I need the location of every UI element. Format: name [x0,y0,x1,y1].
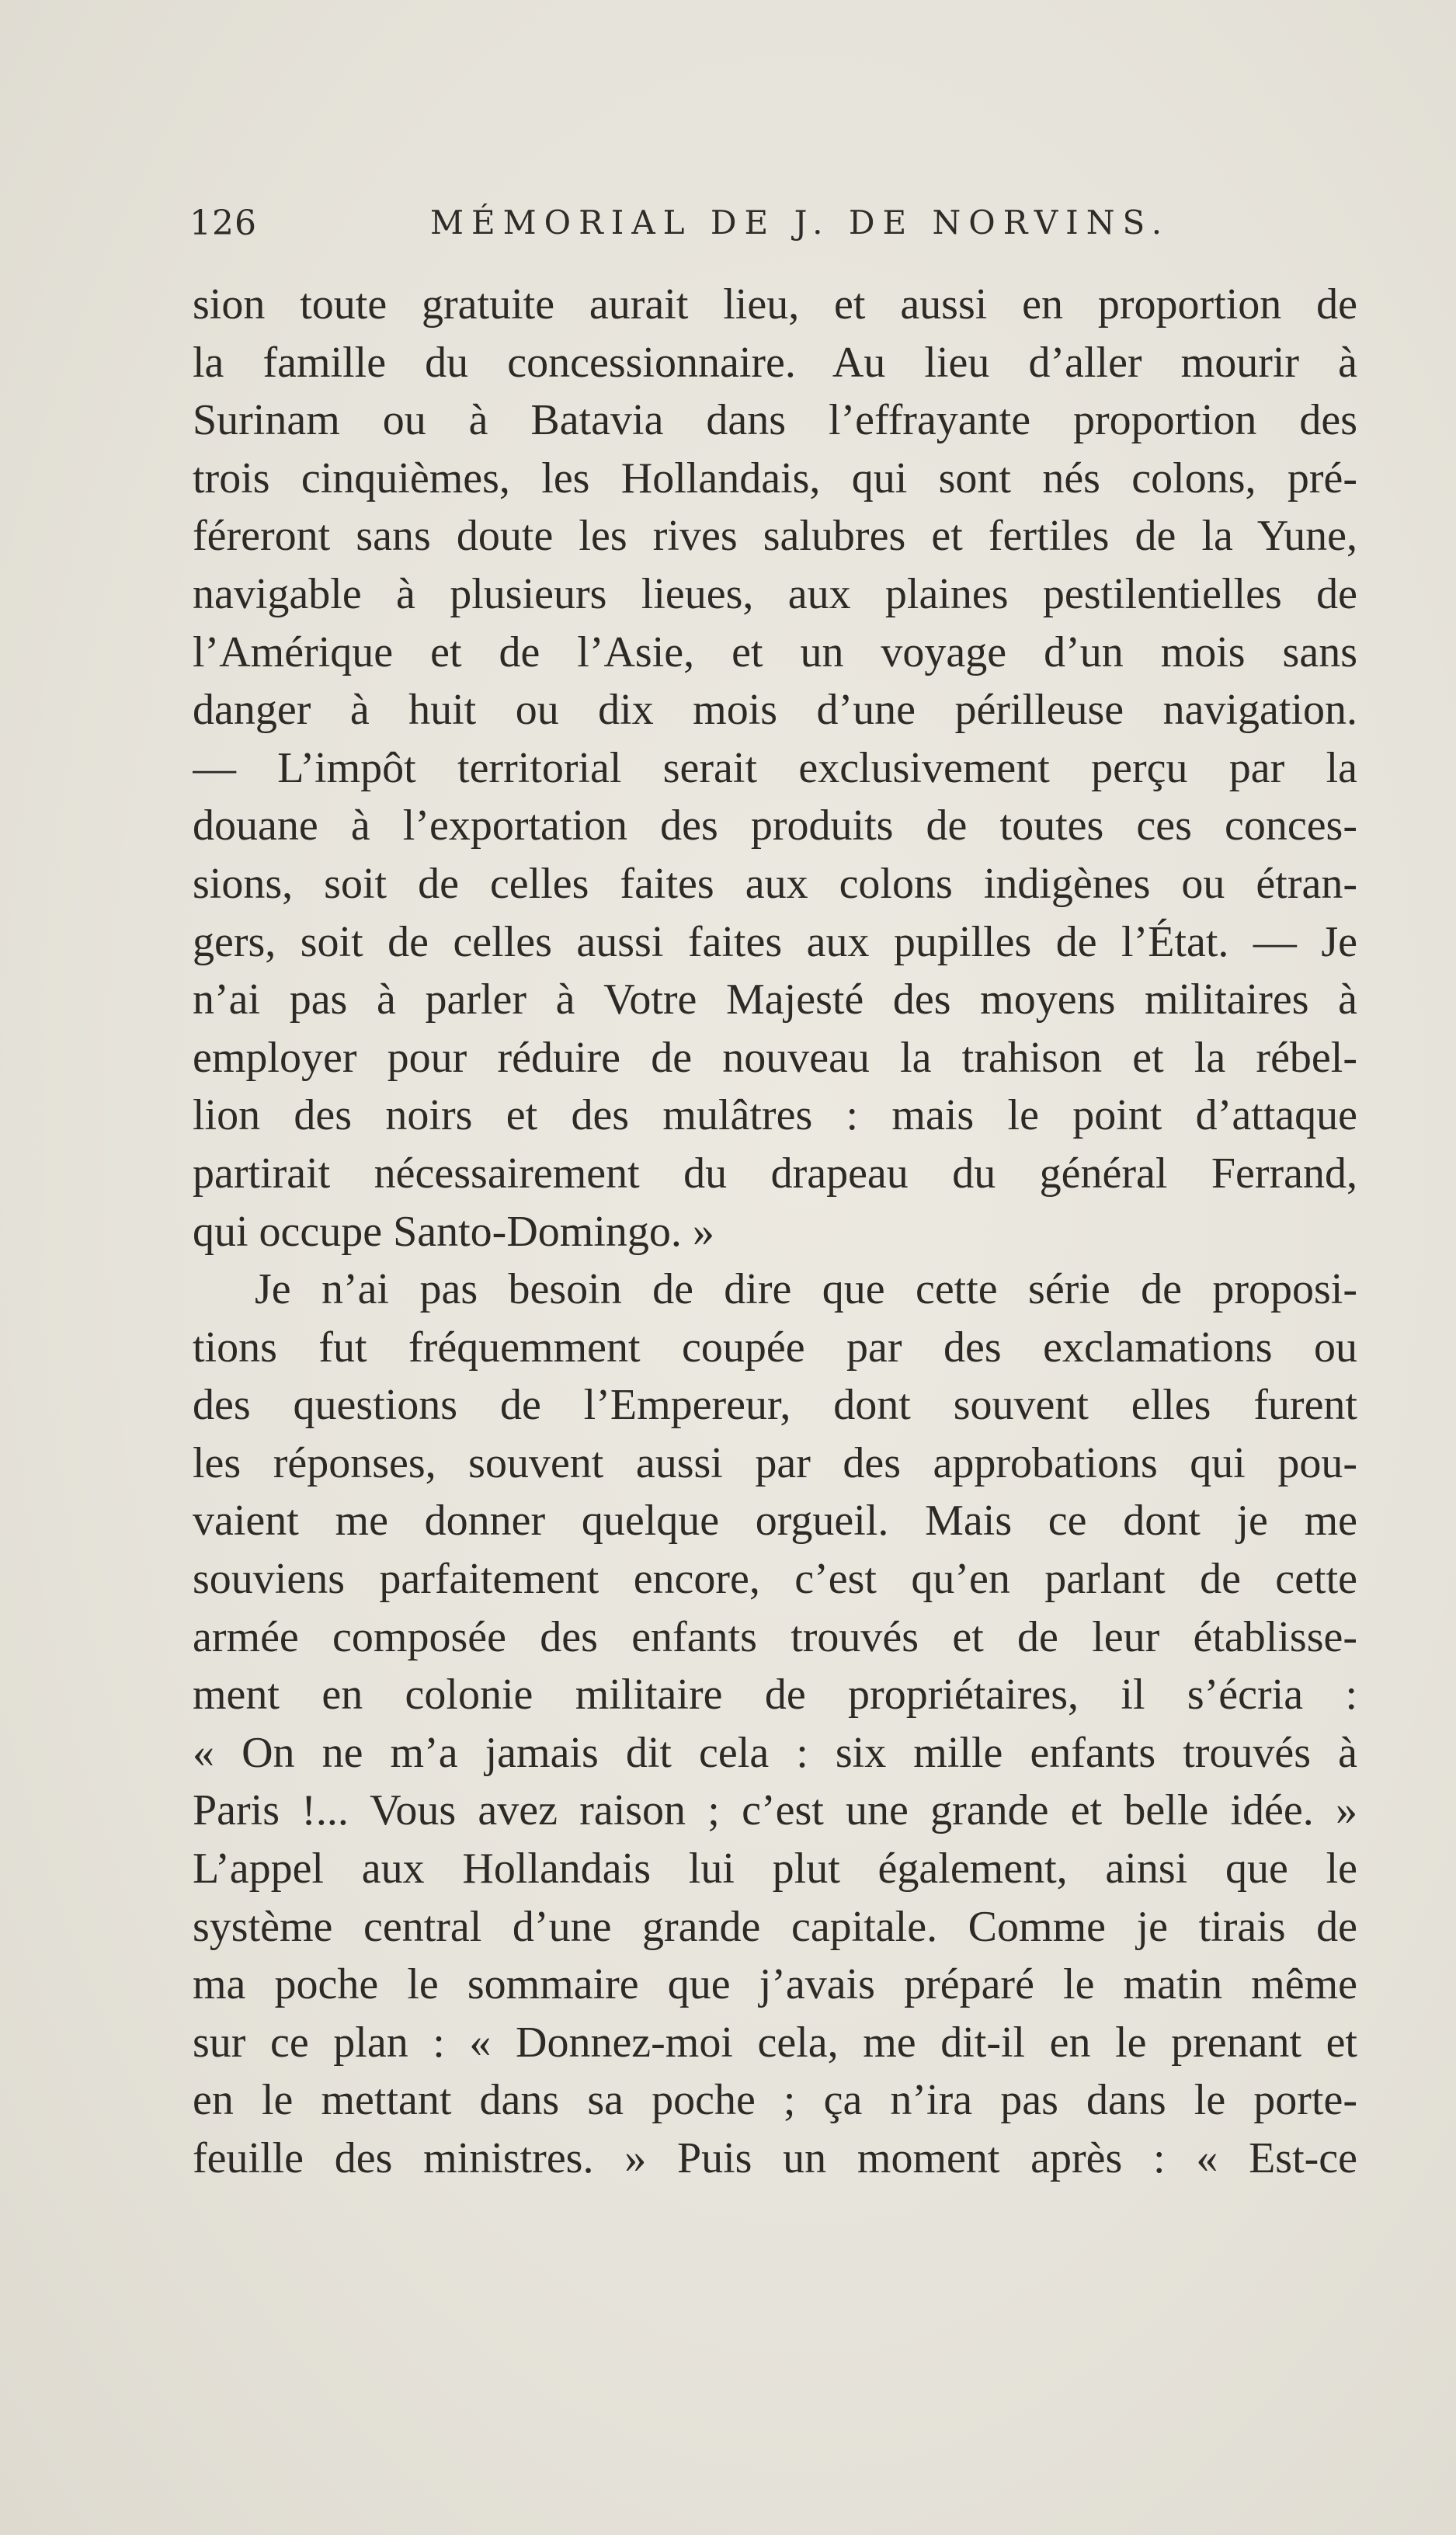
text-line: — L’impôt territorial serait exclusivement perçu par la [193,743,1357,792]
text-line: lion des noirs et des mulâtres : mais le point d’attaque [193,1091,1357,1140]
page-header [189,203,1354,258]
page-number: 126 [189,203,257,243]
text-line: en le mettant dans sa poche ; ça n’ira pas dans le porte- [193,2076,1357,2125]
text-line: système central d’une grande capitale. Comme je tirais de [193,1902,1357,1951]
text-line: ment en colonie militaire de propriétaires, il s’écria : [193,1671,1357,1720]
text-line: « On ne m’a jamais dit cela : six mille enfants trouvés à [193,1728,1357,1777]
text-line: qui occupe Santo-Domingo. » [193,1207,714,1256]
text-line: sions, soit de celles faites aux colons indigènes ou étran- [193,859,1357,908]
text-line: danger à huit ou dix mois d’une périlleuse navigation. [193,686,1357,735]
text-line: ma poche le sommaire que j’avais préparé le matin même [193,1960,1357,2009]
text-line: féreront sans doute les rives salubres et fertiles de la Yune, [193,512,1357,561]
text-line: l’Amérique et de l’Asie, et un voyage d’un mois sans [193,628,1357,676]
text-line: douane à l’exportation des produits de toutes ces conces- [193,802,1357,850]
text-line: trois cinquièmes, les Hollandais, qui sont nés colons, pré- [193,454,1357,502]
text-line: des questions de l’Empereur, dont souvent elles furent [193,1381,1357,1430]
text-line: partirait nécessairement du drapeau du général Ferrand, [193,1149,1357,1198]
text-line: employer pour réduire de nouveau la trahison et la rébel- [193,1033,1357,1082]
running-head: MÉMORIAL DE J. DE NORVINS. [430,203,1170,242]
text-line: Je n’ai pas besoin de dire que cette série de proposi- [255,1265,1357,1314]
text-line: les réponses, souvent aussi par des approbations qui pou- [193,1438,1357,1487]
text-line: navigable à plusieurs lieues, aux plaines pestilentielles de [193,569,1357,618]
text-line: feuille des ministres. » Puis un moment après : « Est-ce [193,2134,1357,2182]
text-line: sur ce plan : « Donnez-moi cela, me dit-il en le prenant et [193,2018,1357,2067]
text-line: n’ai pas à parler à Votre Majesté des moyens militaires à [193,975,1357,1024]
text-line: souviens parfaitement encore, c’est qu’en parlant de cette [193,1555,1357,1604]
text-line: Paris !... Vous avez raison ; c’est une grande et belle idée. » [193,1786,1357,1835]
text-line: armée composée des enfants trouvés et de leur établisse- [193,1612,1357,1661]
text-line: vaient me donner quelque orgueil. Mais ce dont je me [193,1497,1357,1546]
text-line: tions fut fréquemment coupée par des exclamations ou [193,1323,1357,1372]
text-line: sion toute gratuite aurait lieu, et aussi en proportion de [193,280,1357,329]
text-line: L’appel aux Hollandais lui plut également, ainsi que le [193,1845,1357,1893]
text-line: Surinam ou à Batavia dans l’effrayante proportion des [193,396,1357,445]
text-line: gers, soit de celles aussi faites aux pupilles de l’État. — Je [193,917,1357,966]
body-text [193,276,1357,2188]
text-line: la famille du concessionnaire. Au lieu d’aller mourir à [193,338,1357,387]
